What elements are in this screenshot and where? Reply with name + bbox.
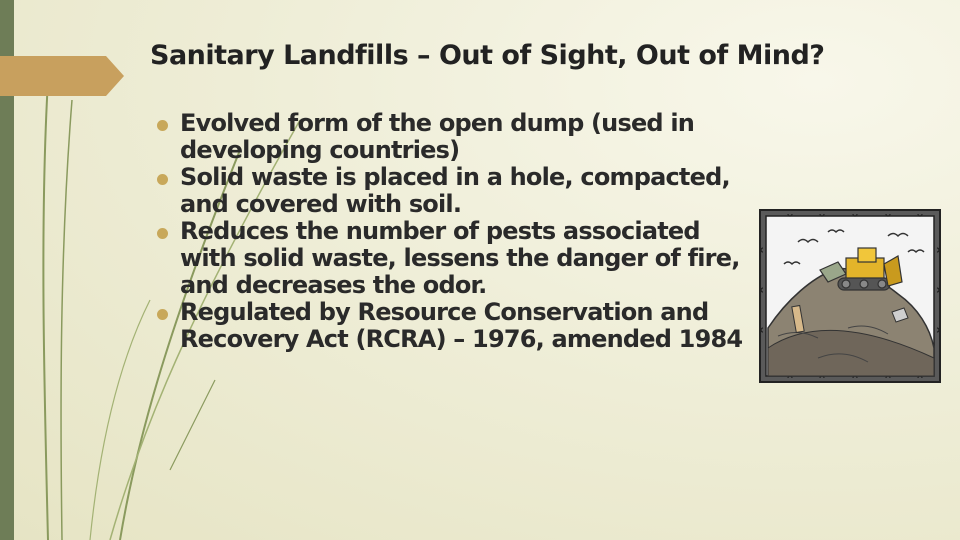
bullet-item bbox=[157, 164, 757, 218]
bullet-text: Regulated by Resource Conservation and Recovery Act (RCRA) – 1976, amended 1984 bbox=[180, 298, 743, 353]
bullet-dot-icon bbox=[157, 174, 168, 185]
bullet-dot-icon bbox=[157, 309, 168, 320]
bullet-text: Reduces the number of pests associated with solid waste, lessens the danger of fire, and decreases the odor. bbox=[180, 217, 740, 299]
bullet-item bbox=[157, 218, 757, 299]
bullet-dot-icon bbox=[157, 120, 168, 131]
bullet-text: Evolved form of the open dump (used in developing countries) bbox=[180, 109, 695, 164]
slide-title: Sanitary Landfills – Out of Sight, Out of Mind? bbox=[150, 40, 825, 71]
bullet-item bbox=[157, 299, 757, 353]
bullet-text: Solid waste is placed in a hole, compacted, and covered with soil. bbox=[180, 163, 730, 218]
title-accent-tab bbox=[0, 56, 124, 96]
bullet-list bbox=[157, 110, 757, 353]
bullet-item bbox=[157, 110, 757, 164]
landfill-bulldozer-clipart bbox=[758, 208, 942, 384]
bullet-dot-icon bbox=[157, 228, 168, 239]
